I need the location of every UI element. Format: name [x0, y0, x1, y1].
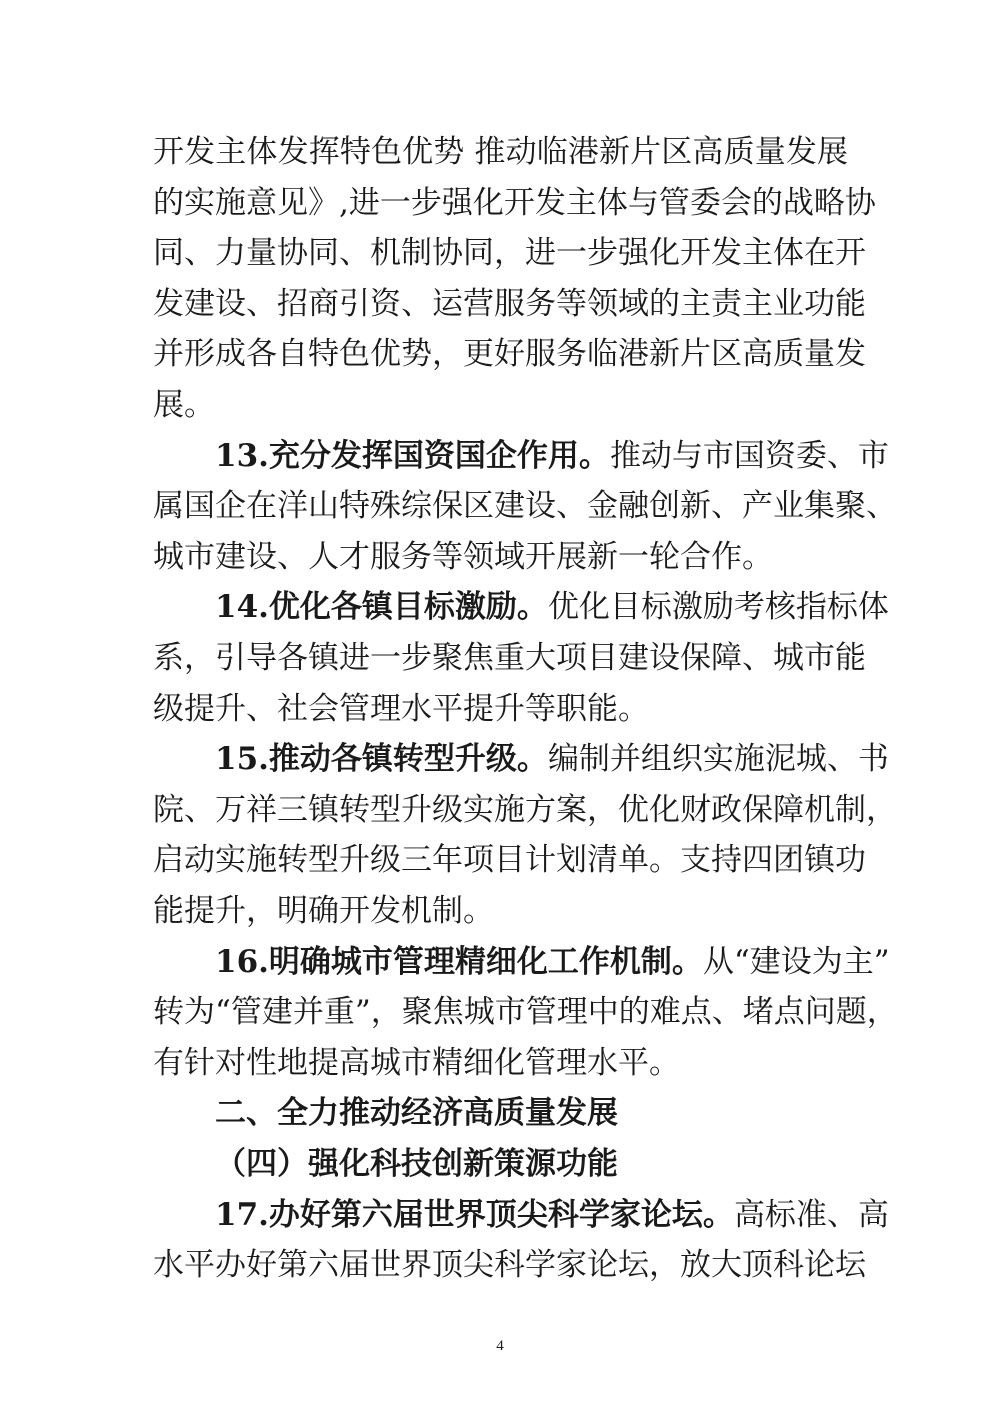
- page-number: 4: [496, 1338, 504, 1354]
- body-text: 有针对性地提高城市精细化管理水平。: [153, 1044, 680, 1081]
- body-text: 能提升，明确开发机制。: [153, 893, 494, 929]
- body-text: 同、力量协同、机制协同，进一步强化开发主体在开: [153, 235, 866, 272]
- text-line: [153, 1038, 848, 1088]
- body-text: 推动与市国资委、市: [609, 437, 889, 474]
- text-line: [215, 431, 889, 481]
- item-title: 15.推动各镇转型升级。: [215, 741, 548, 778]
- body-text: 级提升、社会管理水平提升等职能。: [153, 690, 649, 727]
- body-text: 属国企在洋山特殊综保区建设、金融创新、产业集聚、: [153, 488, 897, 525]
- text-line: [153, 987, 898, 1037]
- body-text: 编制并组织实施泥城、书: [547, 741, 889, 778]
- section-heading: （四）强化科技创新策源功能: [215, 1146, 618, 1182]
- body-text: 发建设、招商引资、运营服务等领域的主责主业功能: [153, 285, 866, 322]
- text-line: [215, 1139, 848, 1189]
- text-line: [215, 582, 889, 632]
- text-line: [215, 937, 890, 987]
- item-title: 17.办好第六届世界顶尖科学家论坛。: [215, 1196, 734, 1233]
- body-text: 转为“管建并重”，聚焦城市管理中的难点、堵点问题，: [153, 994, 898, 1031]
- item-title: 13.充分发挥国资国企作用。: [215, 437, 610, 474]
- text-line: [153, 886, 848, 936]
- body-text: 展。: [153, 387, 215, 423]
- text-line: [153, 684, 848, 734]
- text-line: [215, 734, 889, 784]
- body-text: 启动实施转型升级三年项目计划清单。支持四团镇功: [153, 842, 866, 879]
- body-text: 系，引导各镇进一步聚焦重大项目建设保障、城市能: [153, 640, 866, 676]
- body-text: 优化目标激励考核指标体: [547, 589, 889, 626]
- text-line: [153, 633, 866, 683]
- body-text: 水平办好第六届世界顶尖科学家论坛，放大顶科论坛: [153, 1247, 866, 1284]
- body-text: 高标准、高: [733, 1196, 889, 1233]
- text-line: [153, 329, 866, 379]
- text-line: [153, 178, 876, 228]
- text-line: [153, 835, 866, 885]
- text-line: [153, 127, 848, 177]
- item-title: 14.优化各镇目标激励。: [215, 589, 548, 626]
- body-text: 城市建设、人才服务等领域开展新一轮合作。: [153, 538, 773, 575]
- text-line: [215, 1088, 848, 1138]
- body-text: 并形成各自特色优势，更好服务临港新片区高质量发: [153, 336, 866, 373]
- text-line: [153, 380, 848, 430]
- text-line: [153, 481, 897, 531]
- text-line: [153, 279, 866, 329]
- body-text: 从“建设为主”: [702, 943, 890, 980]
- body-text: 开发主体发挥特色优势 推动临港新片区高质量发展: [153, 134, 848, 170]
- text-line: [215, 1190, 889, 1240]
- text-line: [153, 532, 848, 582]
- body-text: 的实施意见》,进一步强化开发主体与管委会的战略协: [153, 184, 876, 221]
- section-heading: 二、全力推动经济高质量发展: [215, 1095, 618, 1132]
- text-line: [153, 228, 866, 278]
- text-line: [153, 785, 897, 835]
- text-line: [153, 1240, 866, 1290]
- item-title: 16.明确城市管理精细化工作机制。: [215, 943, 703, 980]
- body-text: 院、万祥三镇转型升级实施方案，优化财政保障机制，: [153, 791, 897, 828]
